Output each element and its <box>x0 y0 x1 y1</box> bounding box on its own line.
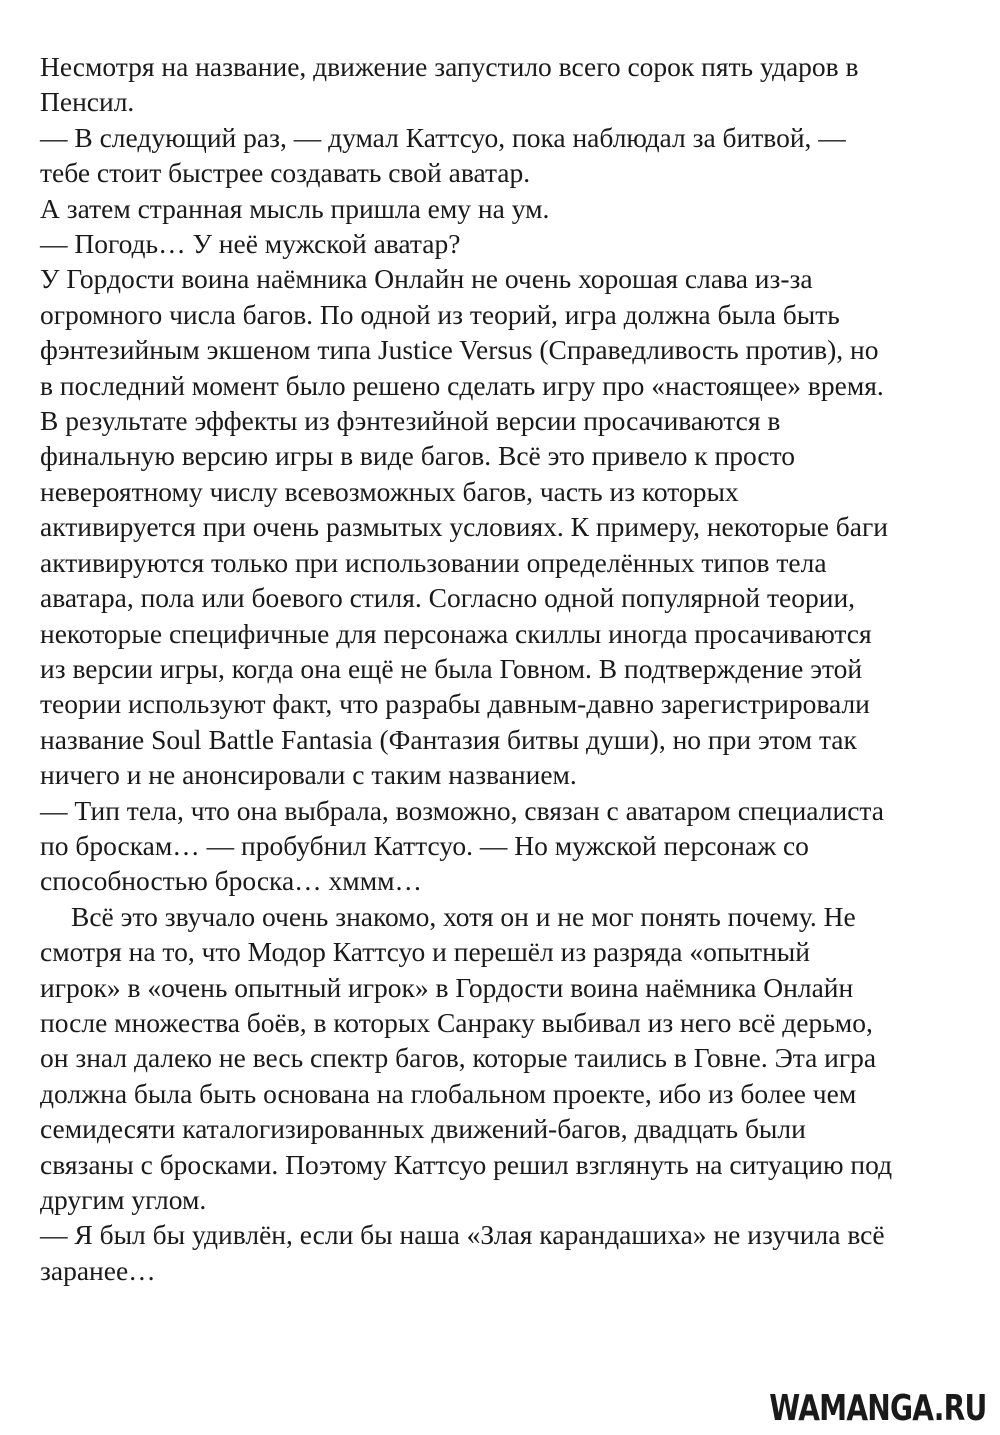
text-line: игрок» в «очень опытный игрок» в Гордости воина наёмника Онлайн <box>40 971 854 1003</box>
text-line: ничего и не анонсировали с таким названием. <box>40 759 577 791</box>
text-line: активируются только при использовании определённых типов тела <box>40 546 827 578</box>
text-line: активируется при очень размытых условиях. К примеру, некоторые баги <box>40 511 889 543</box>
text-line: из версии игры, когда она ещё не была Говном. В подтверждение этой <box>40 652 863 684</box>
text-line: способностью броска… хммм… <box>40 865 423 897</box>
text-line: Несмотря на название, движение запустило всего сорок пять ударов в <box>40 51 859 82</box>
text-line: Всё это звучало очень знакомо, хотя он и не мог понять почему. Не <box>71 900 856 932</box>
text-line: Пенсил. <box>40 86 135 118</box>
text-line: теории используют факт, что разрабы давным-давно зарегистрировали <box>40 688 870 720</box>
text-line: огромного числа багов. По одной из теорий, игра должна была быть <box>40 298 840 330</box>
site-watermark: WAMANGA.RU <box>768 1388 986 1429</box>
text-line: в последний момент было решено сделать игру про «настоящее» время. <box>40 369 884 401</box>
text-line: фэнтезийным экшеном типа Justice Versus (Справедливость против), но <box>40 334 879 366</box>
text-line: — Я был бы удивлён, если бы наша «Злая карандашиха» не изучила всё <box>40 1219 885 1251</box>
text-line: после множества боёв, в которых Санраку выбивал из него всё дерьмо, <box>40 1006 873 1038</box>
text-line: У Гордости воина наёмника Онлайн не очень хорошая слава из-за <box>40 263 813 295</box>
story-text-block <box>40 49 970 1288</box>
text-line: — В следующий раз, — думал Каттсуо, пока наблюдал за битвой, — <box>40 121 846 153</box>
text-line: название Soul Battle Fantasia (Фантазия битвы души), но при этом так <box>40 723 857 755</box>
text-line: невероятному числу всевозможных багов, часть из которых <box>40 475 739 507</box>
text-line: некоторые специфичные для персонажа скиллы иногда просачиваются <box>40 617 872 649</box>
text-line: А затем странная мысль пришла ему на ум. <box>40 192 550 224</box>
text-line: смотря на то, что Модор Каттсуо и перешёл из разряда «опытный <box>40 936 810 968</box>
text-line: финальную версию игры в виде багов. Всё это привело к просто <box>40 440 796 472</box>
text-line: тебе стоит быстрее создавать свой аватар. <box>40 157 531 189</box>
text-line: В результате эффекты из фэнтезийной версии просачиваются в <box>40 405 781 437</box>
text-line: другим углом. <box>40 1184 207 1215</box>
text-line: заранее… <box>40 1254 156 1286</box>
text-line: должна была быть основана на глобальном проекте, ибо из более чем <box>40 1077 857 1109</box>
text-line: — Погодь… У неё мужской аватар? <box>40 228 461 260</box>
text-line: аватара, пола или боевого стиля. Согласно одной популярной теории, <box>40 582 856 614</box>
text-line: — Тип тела, что она выбрала, возможно, связан с аватаром специалиста <box>40 794 884 826</box>
text-line: семидесяти каталогизированных движений-багов, двадцать были <box>40 1113 806 1145</box>
text-line: он знал далеко не весь спектр багов, которые таились в Говне. Эта игра <box>40 1042 877 1074</box>
text-line: по броскам… — пробубнил Каттсуо. — Но мужской персонаж со <box>40 829 809 861</box>
text-line: связаны с бросками. Поэтому Каттсуо решил взглянуть на ситуацию под <box>40 1148 893 1180</box>
